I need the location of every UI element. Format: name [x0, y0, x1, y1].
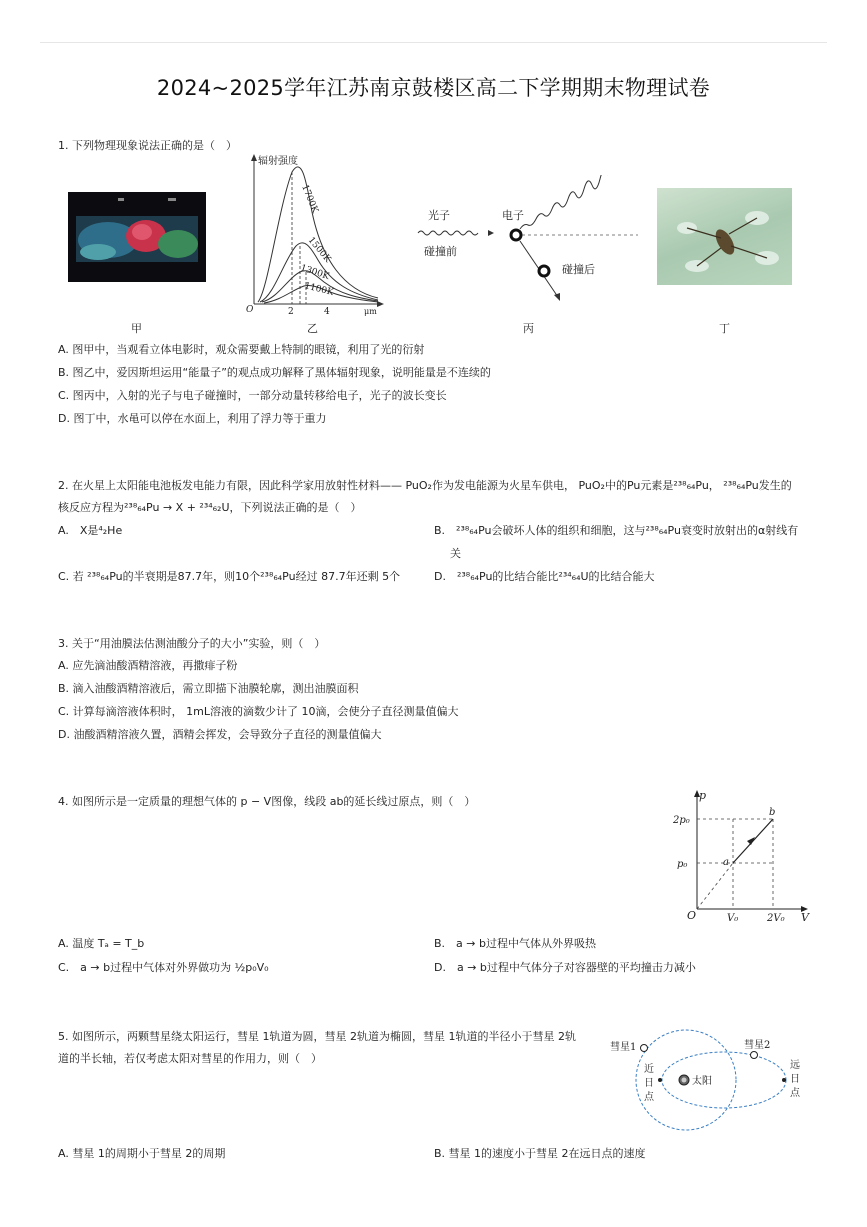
q5-orbit-figure	[608, 1026, 813, 1134]
yi-origin: O	[246, 305, 254, 315]
q4-pv-graph	[665, 785, 815, 925]
q4-option-c: C. a → b过程中气体对外界做功为 ½p₀V₀	[58, 961, 269, 974]
yi-curve-1100k: 1100K	[303, 281, 335, 299]
caption-ding: 丁	[719, 322, 730, 335]
q2-stem-line1: 2. 在火星上太阳能电池板发电能力有限，因此科学家用放射性材料—— PuO₂作为发电能源为火星车供电， PuO₂中的Pu元素是²³⁸₆₄Pu， ²³⁸₆₄Pu发生的	[58, 479, 792, 492]
q4-axis-p: p	[699, 789, 707, 802]
q1-option-a: A. 图甲中，当观看立体电影时，观众需要戴上特制的眼镜，利用了光的衍射	[58, 343, 425, 356]
figure-bing-compton	[410, 175, 640, 305]
q4-stem: 4. 如图所示是一定质量的理想气体的 p − V图像，线段 ab的延长线过原点，则（ ）	[58, 795, 476, 808]
q1-option-b: B. 图乙中，爱因斯坦运用“能量子”的观点成功解释了黑体辐射现象，说明能量是不连续的	[58, 366, 491, 379]
figure-jia-photo	[68, 192, 206, 282]
yi-unit: μm	[364, 307, 377, 316]
q3-option-b: B. 滴入油酸酒精溶液后，需立即描下油膜轮廓，测出油膜面积	[58, 682, 359, 695]
q4-option-a: A. 温度 Tₐ = T_b	[58, 937, 145, 950]
bing-before-label: 碰撞前	[424, 245, 457, 258]
page-title: 2024~2025学年江苏南京鼓楼区高二下学期期末物理试卷	[156, 76, 711, 100]
q2-option-b: B. ²³⁸₆₄Pu会破坏人体的组织和细胞，这与²³⁸₆₄Pu衰变时放射出的α射线有	[434, 524, 799, 537]
q1-option-d: D. 图丁中，水黾可以停在水面上，利用了浮力等于重力	[58, 412, 327, 425]
q5-far-2: 日	[790, 1074, 800, 1085]
q4-option-b: B. a → b过程中气体从外界吸热	[434, 937, 596, 950]
q3-stem: 3. 关于“用油膜法估测油酸分子的大小”实验，则（ ）	[58, 637, 326, 650]
yi-tick-2: 2	[288, 307, 294, 317]
caption-yi: 乙	[307, 322, 318, 335]
q5-comet2-label: 彗星2	[744, 1040, 771, 1051]
q4-label-2p0: 2p₀	[673, 815, 690, 826]
q2-option-a: A. X是⁴₂He	[58, 524, 123, 537]
q5-sun-label: 太阳	[692, 1076, 712, 1087]
q5-stem-line1: 5. 如图所示，两颗彗星绕太阳运行，彗星 1轨道为圆，彗星 2轨道为椭圆，彗星 1轨道的半径小于彗星 2轨	[58, 1030, 576, 1043]
q5-stem-line2: 道的半长轴，若仅考虑太阳对彗星的作用力，则（ ）	[58, 1052, 322, 1065]
q4-option-d: D. a → b过程中气体分子对容器壁的平均撞击力减小	[434, 961, 696, 974]
yi-curve-1700k: 1700K	[299, 183, 320, 215]
q4-point-a: a	[723, 857, 729, 868]
q4-label-2v0: 2V₀	[767, 913, 785, 924]
caption-bing: 丙	[523, 322, 534, 335]
q3-option-c: C. 计算每滴溶液体积时， 1mL溶液的滴数少计了 10滴，会使分子直径测量值偏大	[58, 705, 459, 718]
bing-after-label: 碰撞后	[562, 263, 595, 276]
q2-option-b-cont: 关	[450, 547, 461, 560]
q2-option-d: D. ²³⁸₆₄Pu的比结合能比²³⁴₆₄U的比结合能大	[434, 570, 655, 583]
q4-label-p0: p₀	[677, 859, 688, 870]
bing-electron-label: 电子	[502, 209, 524, 222]
yi-curve-1500k: 1500K	[305, 235, 333, 265]
yi-curve-1300k: 1300K	[299, 263, 331, 283]
q4-label-v0: V₀	[727, 913, 739, 924]
q5-near-3: 点	[644, 1092, 654, 1103]
q2-option-c: C. 若 ²³⁸₆₄Pu的半衰期是87.7年，则10个²³⁸₆₄Pu经过 87.7年还剩 5个	[58, 570, 401, 583]
q1-stem: 1. 下列物理现象说法正确的是（ ）	[58, 139, 237, 152]
q5-comet1-label: 彗星1	[610, 1042, 637, 1053]
q3-option-d: D. 油酸酒精溶液久置，酒精会挥发，会导致分子直径的测量值偏大	[58, 728, 382, 741]
q5-near-2: 日	[644, 1078, 654, 1089]
q5-near-1: 近	[644, 1064, 654, 1075]
yi-ylabel: 辐射强度	[258, 156, 298, 167]
q5-option-b: B. 彗星 1的速度小于彗星 2在远日点的速度	[434, 1147, 646, 1160]
top-divider	[40, 42, 827, 43]
yi-tick-4: 4	[324, 307, 330, 317]
figure-yi-blackbody	[240, 150, 390, 320]
caption-jia: 甲	[131, 322, 142, 335]
q5-far-3: 点	[790, 1088, 800, 1099]
q5-far-1: 远	[790, 1060, 800, 1071]
bing-photon-label: 光子	[428, 209, 450, 222]
q3-option-a: A. 应先滴油酸酒精溶液，再撒痱子粉	[58, 659, 238, 672]
q4-axis-v: V	[801, 911, 809, 924]
q4-origin: O	[687, 909, 697, 922]
figure-ding-photo	[657, 188, 792, 285]
q1-option-c: C. 图丙中，入射的光子与电子碰撞时，一部分动量转移给电子，光子的波长变长	[58, 389, 447, 402]
q4-point-b: b	[769, 807, 776, 818]
q5-option-a: A. 彗星 1的周期小于彗星 2的周期	[58, 1147, 226, 1160]
q2-stem-line2: 核反应方程为²³⁸₆₄Pu → X + ²³⁴₆₂U，下列说法正确的是（ ）	[58, 501, 362, 514]
